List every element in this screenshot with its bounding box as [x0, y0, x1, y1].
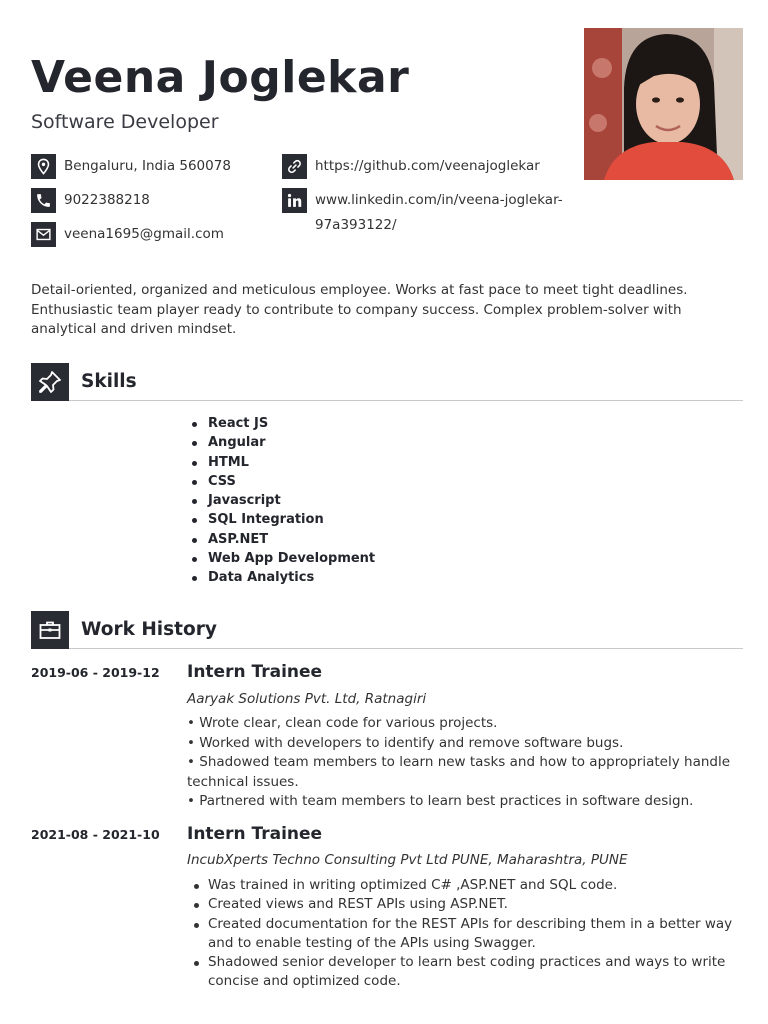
skills-list: [190, 414, 375, 588]
phone-text: 9022388218: [64, 192, 150, 208]
skill-item: React JS: [190, 414, 375, 433]
skill-item: Data Analytics: [190, 568, 375, 587]
job-2-bullet: Created documentation for the REST APIs for describing them in a better way and to enable testing of the APIs using Swagger.: [187, 915, 747, 954]
skill-item: CSS: [190, 472, 375, 491]
contact-phone: [31, 188, 150, 213]
pushpin-icon: [31, 363, 69, 401]
job-1-company: Aaryak Solutions Pvt. Ltd, Ratnagiri: [187, 691, 427, 707]
contact-email: [31, 222, 224, 247]
map-pin-icon: [31, 154, 56, 179]
linkedin-link[interactable]: [315, 188, 563, 238]
skills-section-header: [31, 363, 743, 401]
contact-location: [31, 154, 231, 179]
job-2-details: [187, 876, 747, 992]
contact-linkedin: [282, 188, 563, 238]
github-link[interactable]: https://github.com/veenajoglekar: [315, 158, 540, 174]
location-text: Bengaluru, India 560078: [64, 158, 231, 174]
job-2-bullet: Created views and REST APIs using ASP.NET.: [187, 895, 747, 914]
skills-title: Skills: [81, 371, 137, 392]
job-2-bullet: Shadowed senior developer to learn best coding practices and ways to write concise and optimized code.: [187, 953, 747, 992]
linkedin-line-1: www.linkedin.com/in/veena-joglekar-: [315, 192, 563, 208]
skill-item: HTML: [190, 453, 375, 472]
skill-item: SQL Integration: [190, 510, 375, 529]
job-1-dates: 2019-06 - 2019-12: [31, 665, 160, 680]
link-icon: [282, 154, 307, 179]
job-2-company: IncubXperts Techno Consulting Pvt Ltd PUNE, Maharashtra, PUNE: [187, 852, 628, 868]
profile-photo: [584, 28, 743, 180]
skill-item: ASP.NET: [190, 530, 375, 549]
job-2-bullet: Was trained in writing optimized C# ,ASP.NET and SQL code.: [187, 876, 747, 895]
job-1-detail-line: • Partnered with team members to learn best practices in software design.: [187, 793, 694, 809]
job-1-details: [187, 714, 747, 812]
work-history-section-header: [31, 611, 743, 649]
envelope-icon: [31, 222, 56, 247]
contact-github: [282, 154, 540, 179]
job-1-detail-line: • Worked with developers to identify and remove software bugs.: [187, 734, 624, 751]
skill-item: Angular: [190, 433, 375, 452]
briefcase-icon: [31, 611, 69, 649]
job-1-detail-line: • Shadowed team members to learn new tasks and how to appropriately handle technical issues.: [187, 754, 731, 790]
candidate-name: Veena Joglekar: [31, 52, 410, 103]
candidate-role: Software Developer: [31, 111, 219, 133]
linkedin-icon: [282, 188, 307, 213]
work-history-title: Work History: [81, 619, 217, 640]
phone-icon: [31, 188, 56, 213]
job-2-dates: 2021-08 - 2021-10: [31, 827, 160, 842]
email-link[interactable]: veena1695@gmail.com: [64, 226, 224, 242]
job-1-title: Intern Trainee: [187, 662, 323, 682]
job-2-title: Intern Trainee: [187, 824, 323, 844]
skill-item: Web App Development: [190, 549, 375, 568]
job-1-detail-line: • Wrote clear, clean code for various projects.: [187, 715, 498, 731]
skill-item: Javascript: [190, 491, 375, 510]
linkedin-line-2: 97a393122/: [315, 217, 397, 233]
professional-summary: Detail-oriented, organized and meticulous employee. Works at fast pace to meet tight deadlines. Enthusiastic team player ready to contribute to company success. Complex problem-solver with analytical and driven mindset.: [31, 282, 688, 337]
